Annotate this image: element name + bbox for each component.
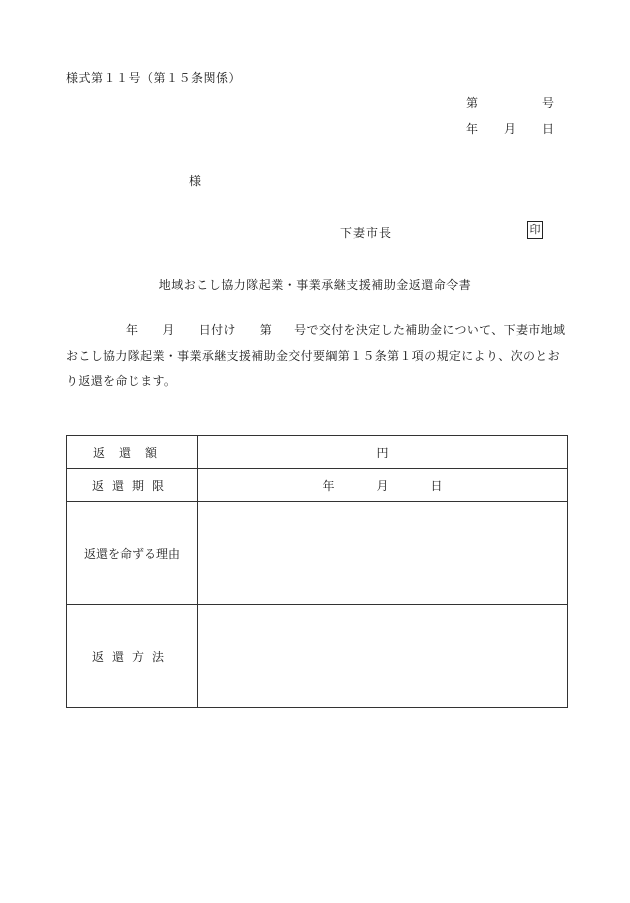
deadline-day: 日 [430,478,443,493]
document-title: 地域おこし協力隊起業・事業承継支援補助金返還命令書 [158,278,472,292]
body-paragraph [66,318,568,395]
method-label: 返還方法 [91,649,172,664]
table-row [67,469,568,502]
reason-value-cell [198,502,568,605]
reason-label: 返還を命ずる理由 [83,546,180,561]
issue-date-day: 日 [542,122,555,136]
method-label-cell [67,605,198,708]
form-number: 様式第１１号（第１５条関係） [66,71,242,85]
deadline-year: 年 [322,478,335,493]
seal-mark: 印 [527,221,543,239]
body-day-dated: 日付け [198,323,236,337]
document-number-prefix: 第 [466,96,479,110]
amount-value-cell [198,436,568,469]
issue-date-month: 月 [504,122,517,136]
table-row [67,502,568,605]
document-number-suffix: 号 [542,96,555,110]
amount-label-cell [67,436,198,469]
deadline-value-cell [198,469,568,502]
amount-label: 返還額 [92,445,171,460]
deadline-label-cell [67,469,198,502]
table-row [67,605,568,708]
reason-label-cell [67,502,198,605]
deadline-month: 月 [376,478,389,493]
deadline-label: 返還期限 [91,478,172,493]
refund-details-table [66,435,568,708]
table-row [67,436,568,469]
amount-unit: 円 [376,445,389,460]
issuer-name: 下妻市長 [340,226,393,240]
addressee-honorific: 様 [189,174,202,188]
method-value-cell [198,605,568,708]
body-number-prefix: 第 [259,323,273,337]
body-sentence: 号で交付を決定した補助金について、下妻市地域おこし協力隊起業・事業承継支援補助金交付要綱第１５条第１項の規定により、次のとおり返還を命じます。 [66,323,566,388]
body-month: 月 [162,323,175,337]
body-year: 年 [126,323,139,337]
issue-date-year: 年 [466,122,479,136]
